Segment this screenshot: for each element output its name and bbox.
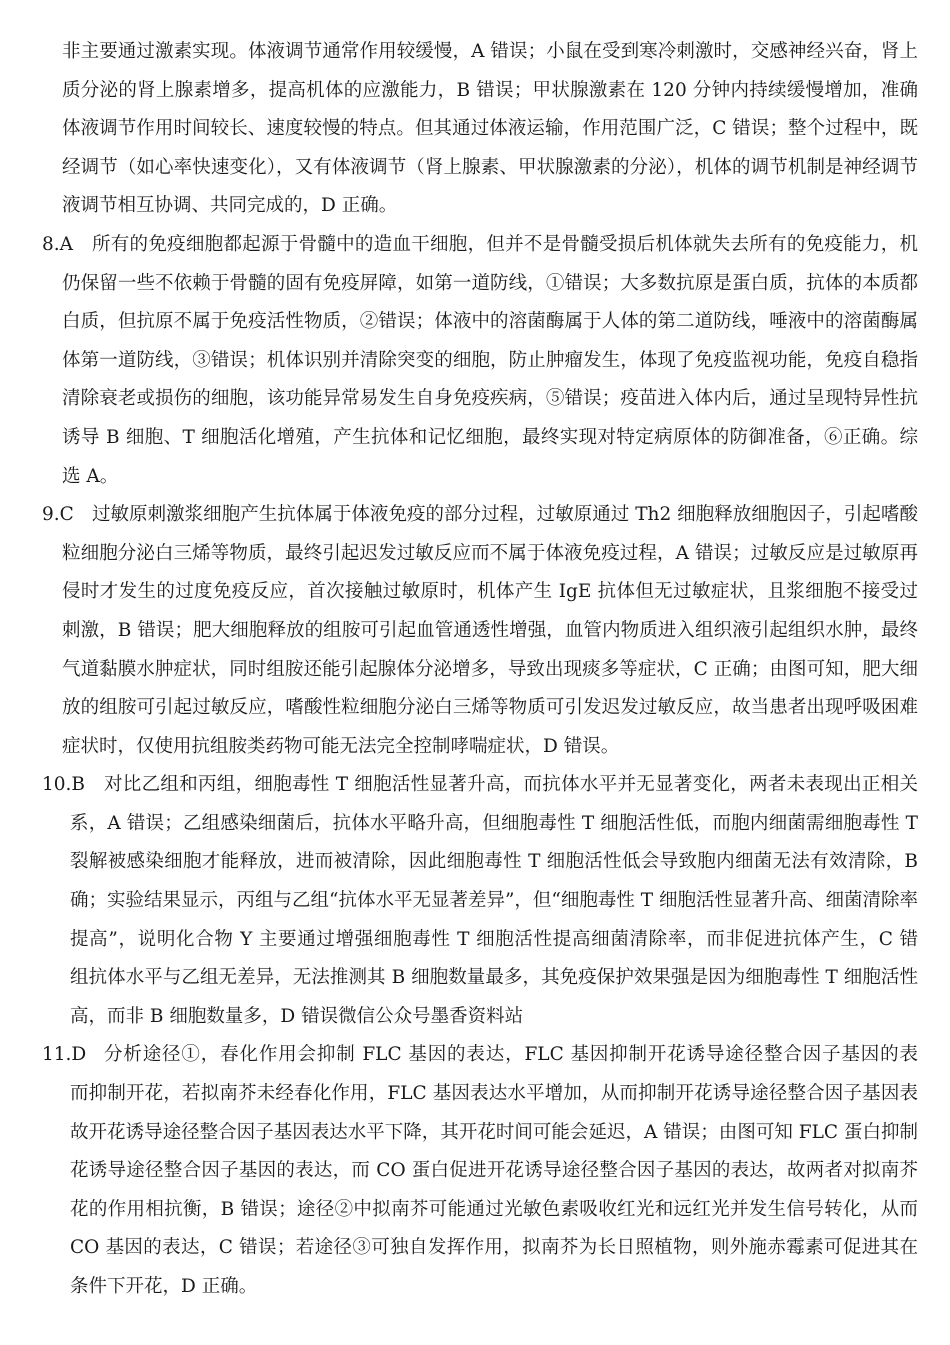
line-text: CO 基因的表达，C 错误；若途径③可独自发挥作用，拟南芥为长日照植物，则外施赤霉素可促进其在 <box>70 1237 918 1259</box>
text-line <box>0 187 950 226</box>
line-text: 刺激，B 错误；肥大细胞释放的组胺可引起血管通透性增强，血管内物质进入组织液引起组织水肿，最终 <box>62 619 918 641</box>
text-line <box>0 265 950 304</box>
line-text: 组抗体水平与乙组无差异，无法推测其 B 细胞数量最多，其免疫保护效果强是因为细胞毒性 T 细胞活性 <box>70 967 918 989</box>
answer-item <box>0 226 950 496</box>
line-text: 非主要通过激素实现。体液调节通常作用较缓慢，A 错误；小鼠在受到寒冷刺激时，交感神经兴奋，肾上 <box>62 41 918 62</box>
text-line <box>0 226 950 265</box>
line-text: 系，A 错误；乙组感染细菌后，抗体水平略升高，但细胞毒性 T 细胞活性低，而胞内细菌需细胞毒性 T <box>70 812 918 834</box>
text-line <box>0 805 950 844</box>
line-text: 而抑制开花，若拟南芥未经春化作用，FLC 基因表达水平增加，从而抑制开花诱导途径整合因子基因表 <box>70 1083 918 1105</box>
line-text: 经调节（如心率快速变化），又有体液调节（肾上腺素、甲状腺激素的分泌），机体的调节机制是神经调节 <box>62 156 918 178</box>
answer-item <box>0 1036 950 1306</box>
line-text: 症状时，仅使用抗组胺类药物可能无法完全控制哮喘症状，D 错误。 <box>62 735 620 757</box>
line-text: 花的作用相抗衡，B 错误；途径②中拟南芥可能通过光敏色素吸收红光和远红光并发生信号转化，从而 <box>70 1198 918 1220</box>
text-line <box>0 303 950 342</box>
text-line <box>0 573 950 612</box>
text-line <box>0 728 950 767</box>
answer-number: 10.B <box>42 774 86 796</box>
line-text: 气道黏膜水肿症状，同时组胺还能引起腺体分泌增多，导致出现痰多等症状，C 正确；由图可知，肥大细 <box>62 658 918 680</box>
text-line <box>0 458 950 497</box>
line-text: 仍保留一些不依赖于骨髓的固有免疫屏障，如第一道防线，①错误；大多数抗原是蛋白质，抗体的本质都 <box>62 272 918 294</box>
line-text: 白质，但抗原不属于免疫活性物质，②错误；体液中的溶菌酶属于人体的第二道防线，唾液中的溶菌酶属 <box>62 311 918 333</box>
line-text: 提高”，说明化合物 Y 主要通过增强细胞毒性 T 细胞活性提高细菌清除率，而非促进抗体产生，C 错 <box>70 928 918 950</box>
text-line <box>0 651 950 690</box>
text-line <box>0 380 950 419</box>
text-line <box>0 882 950 921</box>
line-text: 故开花诱导途径整合因子基因表达水平下降，其开花时间可能会延迟，A 错误；由图可知 FLC 蛋白抑制 <box>70 1121 918 1143</box>
line-text: 确；实验结果显示，丙组与乙组“抗体水平无显著差异”，但“细胞毒性 T 细胞活性显著升高、细菌清除率 <box>70 890 918 912</box>
text-line <box>0 1114 950 1153</box>
text-line <box>0 1229 950 1268</box>
line-text: 对比乙组和丙组，细胞毒性 T 细胞活性显著升高，而抗体水平并无显著变化，两者未表现出正相关 <box>104 774 918 796</box>
text-line <box>0 496 950 535</box>
text-line <box>0 342 950 381</box>
text-line <box>0 1191 950 1230</box>
line-text: 质分泌的肾上腺素增多，提高机体的应激能力，B 错误；甲状腺激素在 120 分钟内持续缓慢增加，准确 <box>62 79 918 101</box>
line-text: 过敏原刺激浆细胞产生抗体属于体液免疫的部分过程，过敏原通过 Th2 细胞释放细胞因子，引起嗜酸 <box>92 504 918 526</box>
text-line <box>0 72 950 111</box>
line-text: 放的组胺可引起过敏反应，嗜酸性粒细胞分泌白三烯等物质可引发迟发过敏反应，故当患者出现呼吸困难 <box>62 697 918 719</box>
text-line <box>0 1075 950 1114</box>
line-text: 清除衰老或损伤的细胞，该功能异常易发生自身免疫疾病，⑤错误；疫苗进入体内后，通过呈现特异性抗 <box>62 388 918 410</box>
line-text: 体第一道防线，③错误；机体识别并清除突变的细胞，防止肿瘤发生，体现了免疫监视功能，免疫自稳指 <box>62 349 918 371</box>
line-text: 高，而非 B 细胞数量多，D 错误微信公众号墨香资料站 <box>70 1005 524 1027</box>
line-text: 分析途径①，春化作用会抑制 FLC 基因的表达，FLC 基因抑制开花诱导途径整合因子基因的表 <box>104 1044 918 1066</box>
text-line <box>0 1268 950 1307</box>
answer-number: 8.A <box>42 233 74 255</box>
text-line <box>0 612 950 651</box>
text-line <box>0 110 950 149</box>
text-line <box>0 1152 950 1191</box>
line-text: 粒细胞分泌白三烯等物质，最终引起迟发过敏反应而不属于体液免疫过程，A 错误；过敏反应是过敏原再 <box>62 542 918 564</box>
line-text: 诱导 B 细胞、T 细胞活化增殖，产生抗体和记忆细胞，最终实现对特定病原体的防御准备，⑥正确。综 <box>62 426 918 448</box>
text-line <box>0 689 950 728</box>
text-line <box>0 959 950 998</box>
line-text: 选 A。 <box>62 465 119 487</box>
answer-item <box>0 496 950 766</box>
line-text: 侵时才发生的过度免疫反应，首次接触过敏原时，机体产生 IgE 抗体但无过敏症状，且浆细胞不接受过 <box>62 581 918 603</box>
text-line <box>0 149 950 188</box>
line-text: 裂解被感染细胞才能释放，进而被清除，因此细胞毒性 T 细胞活性低会导致胞内细菌无法有效清除，B <box>70 851 918 873</box>
continued-paragraph <box>0 33 950 226</box>
line-text: 所有的免疫细胞都起源于骨髓中的造血干细胞，但并不是骨髓受损后机体就失去所有的免疫能力，机 <box>92 233 918 255</box>
answer-document <box>0 33 950 1307</box>
text-line <box>0 419 950 458</box>
answer-item <box>0 766 950 1036</box>
text-line <box>0 921 950 960</box>
line-text: 液调节相互协调、共同完成的，D 正确。 <box>62 195 398 217</box>
text-line <box>0 998 950 1037</box>
text-line <box>0 766 950 805</box>
text-line <box>0 535 950 574</box>
line-text: 花诱导途径整合因子基因的表达，而 CO 蛋白促进开花诱导途径整合因子基因的表达，故两者对拟南芥 <box>70 1160 918 1182</box>
text-line <box>0 843 950 882</box>
text-line <box>0 1036 950 1075</box>
line-text: 条件下开花，D 正确。 <box>70 1276 258 1297</box>
answer-number: 11.D <box>42 1044 87 1066</box>
text-line <box>0 33 950 72</box>
answer-number: 9.C <box>42 504 74 526</box>
line-text: 体液调节作用时间较长、速度较慢的特点。但其通过体液运输，作用范围广泛，C 错误；整个过程中，既 <box>62 118 918 140</box>
